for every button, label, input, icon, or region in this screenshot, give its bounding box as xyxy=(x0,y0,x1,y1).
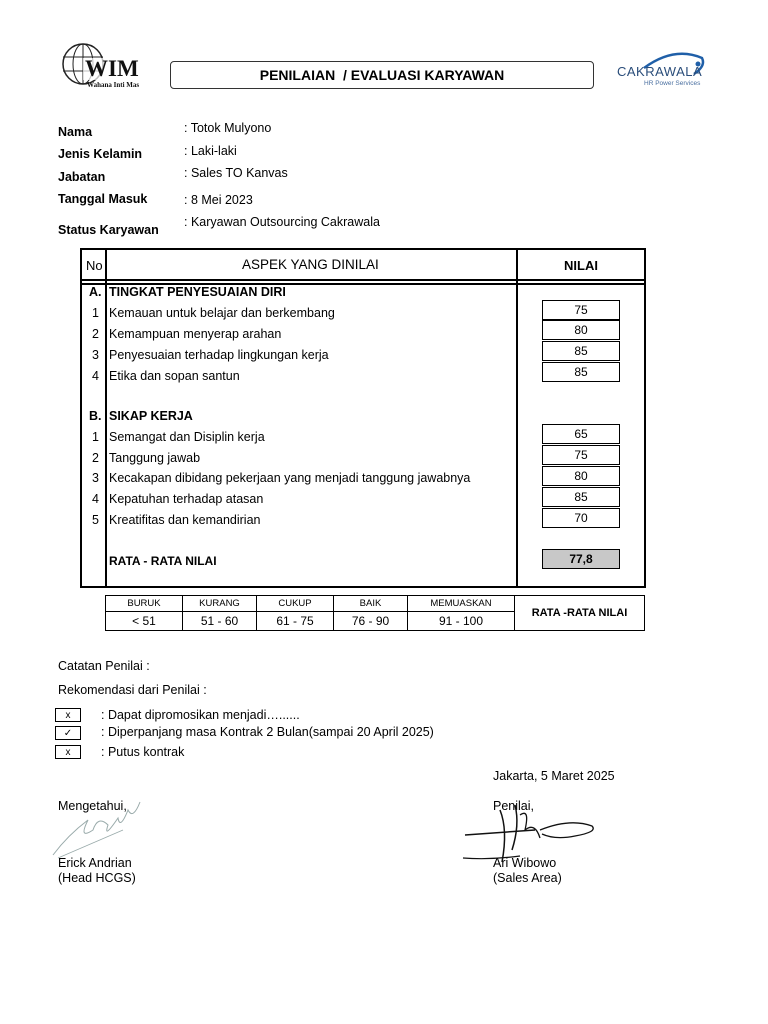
item-b3-label: Kecakapan dibidang pekerjaan yang menjadi tanggung jawabnya xyxy=(109,471,471,485)
value-status-karyawan: : Karyawan Outsourcing Cakrawala xyxy=(184,215,380,229)
label-status-karyawan: Status Karyawan xyxy=(58,223,159,237)
wim-logo-brand: WIM xyxy=(85,56,139,81)
document-title-text: PENILAIAN / EVALUASI KARYAWAN xyxy=(259,67,505,83)
item-b2-no: 2 xyxy=(92,451,99,465)
item-a3-label: Penyesuaian terhadap lingkungan kerja xyxy=(109,348,329,362)
score-b2: 75 xyxy=(542,445,620,465)
scale-range-baik: 76 - 90 xyxy=(334,612,408,631)
right-signature-graphic xyxy=(460,800,600,872)
score-b1: 65 xyxy=(542,424,620,444)
scale-range-kurang: 51 - 60 xyxy=(183,612,257,631)
option-promosi-checkbox[interactable]: x xyxy=(55,708,81,722)
average-score: 77,8 xyxy=(542,549,620,569)
cakrawala-logo-brand: CAKRAWALA xyxy=(617,64,703,79)
item-b3-no: 3 xyxy=(92,471,99,485)
item-b2-label: Tanggung jawab xyxy=(109,451,201,465)
average-label: RATA - RATA NILAI xyxy=(109,554,217,568)
rekomendasi-label: Rekomendasi dari Penilai : xyxy=(58,683,207,697)
score-a1: 75 xyxy=(542,300,620,320)
wim-logo xyxy=(57,42,149,90)
item-b5-no: 5 xyxy=(92,513,99,527)
right-signer-title: (Sales Area) xyxy=(493,871,562,885)
cakrawala-logo xyxy=(614,48,710,90)
section-a-title: TINGKAT PENYESUAIAN DIRI xyxy=(109,285,286,299)
score-a2: 80 xyxy=(542,320,620,340)
left-signature-graphic xyxy=(48,800,148,862)
section-a-no: A. xyxy=(89,285,102,299)
option-putus-checkbox[interactable]: x xyxy=(55,745,81,759)
scale-range-memuaskan: 91 - 100 xyxy=(408,612,515,631)
option-perpanjang-text: : Diperpanjang masa Kontrak 2 Bulan(sampai 20 April 2025) xyxy=(101,725,434,739)
header-no: No xyxy=(86,258,103,273)
left-signer-title: (Head HCGS) xyxy=(58,871,136,885)
option-putus-text: : Putus kontrak xyxy=(101,745,185,759)
section-b-title: SIKAP KERJA xyxy=(109,409,193,423)
item-a2-no: 2 xyxy=(92,327,99,341)
item-a2-label: Kemampuan menyerap arahan xyxy=(109,327,282,341)
label-tanggal-masuk: Tanggal Masuk xyxy=(58,192,148,206)
item-a1-no: 1 xyxy=(92,306,99,320)
section-b-no: B. xyxy=(89,409,102,423)
item-b5-label: Kreatifitas dan kemandirian xyxy=(109,513,261,527)
score-b4: 85 xyxy=(542,487,620,507)
score-a4: 85 xyxy=(542,362,620,382)
item-a4-label: Etika dan sopan santun xyxy=(109,369,240,383)
item-a3-no: 3 xyxy=(92,348,99,362)
item-b1-no: 1 xyxy=(92,430,99,444)
label-jabatan: Jabatan xyxy=(58,170,106,184)
document-title xyxy=(170,61,594,89)
scale-header-baik: BAIK xyxy=(334,596,408,612)
item-b1-label: Semangat dan Disiplin kerja xyxy=(109,430,265,444)
option-perpanjang-checkbox[interactable]: ✓ xyxy=(55,726,81,740)
right-signer-name: Ari Wibowo xyxy=(493,856,557,870)
label-jenis-kelamin: Jenis Kelamin xyxy=(58,147,143,161)
score-a3: 85 xyxy=(542,341,620,361)
wim-logo-tagline: Wahana Inti Mas xyxy=(87,81,140,89)
label-nama: Nama xyxy=(58,125,93,139)
header-nilai: NILAI xyxy=(564,258,598,273)
grading-scale-table xyxy=(105,595,645,631)
value-nama: : Totok Mulyono xyxy=(184,121,272,135)
option-promosi-text: : Dapat dipromosikan menjadi…...... xyxy=(101,708,300,722)
scale-summary-label: RATA -RATA NILAI xyxy=(515,596,645,631)
right-signer-role: Penilai, xyxy=(493,799,534,813)
item-b4-no: 4 xyxy=(92,492,99,506)
scale-header-kurang: KURANG xyxy=(183,596,257,612)
evaluation-table xyxy=(80,248,646,588)
score-b5: 70 xyxy=(542,508,620,528)
value-jenis-kelamin: : Laki-laki xyxy=(184,144,237,158)
scale-header-memuaskan: MEMUASKAN xyxy=(408,596,515,612)
scale-range-cukup: 61 - 75 xyxy=(257,612,334,631)
value-jabatan: : Sales TO Kanvas xyxy=(184,166,288,180)
scale-range-buruk: < 51 xyxy=(106,612,183,631)
catatan-penilai: Catatan Penilai : xyxy=(58,659,150,673)
left-signer-role: Mengetahui, xyxy=(58,799,127,813)
left-signer-name: Erick Andrian xyxy=(58,856,132,870)
place-date: Jakarta, 5 Maret 2025 xyxy=(493,769,615,783)
score-b3: 80 xyxy=(542,466,620,486)
scale-header-cukup: CUKUP xyxy=(257,596,334,612)
item-a1-label: Kemauan untuk belajar dan berkembang xyxy=(109,306,335,320)
value-tanggal-masuk: : 8 Mei 2023 xyxy=(184,193,253,207)
cakrawala-logo-tagline: HR Power Services xyxy=(644,80,701,87)
item-b4-label: Kepatuhan terhadap atasan xyxy=(109,492,264,506)
item-a4-no: 4 xyxy=(92,369,99,383)
header-aspek: ASPEK YANG DINILAI xyxy=(242,257,379,272)
scale-header-buruk: BURUK xyxy=(106,596,183,612)
